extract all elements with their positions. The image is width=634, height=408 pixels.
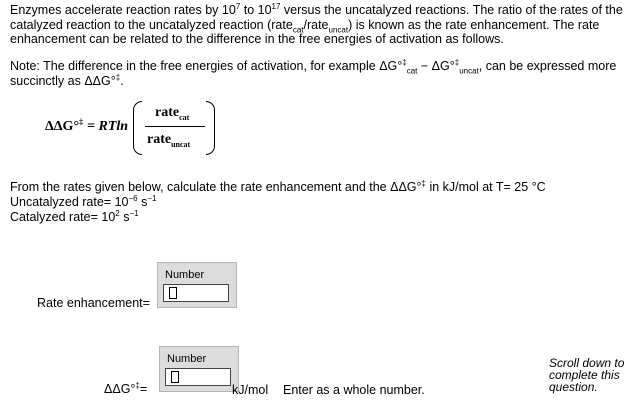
- rate-enhancement-box: [157, 262, 237, 308]
- number-label: Number: [165, 269, 205, 281]
- delta-delta-g-box: [159, 346, 239, 392]
- formula-equals-rtln: = RTln: [87, 119, 129, 134]
- catalyzed-rate: Catalyzed rate= $10^2$ $s^{-1}$: [10, 208, 139, 224]
- input-cursor-icon: [171, 371, 179, 383]
- formula-lhs: ΔΔG°‡: [45, 117, 84, 134]
- fraction-numerator: rate$_{cat}$: [155, 105, 190, 122]
- rate-enhancement-label: Rate enhancement=: [37, 296, 150, 310]
- scroll-down-note: Scroll down to complete this question.: [549, 356, 625, 394]
- input-cursor-icon: [169, 287, 177, 299]
- whole-number-hint: Enter as a whole number.: [283, 383, 425, 397]
- right-paren: [206, 101, 215, 155]
- question-text: From the rates given below, calculate the rate enhancement and the ΔΔG°‡ in kJ/mol at T= 25 °C: [10, 178, 546, 194]
- fraction-denominator: rate$_{uncat}$: [147, 132, 191, 149]
- delta-delta-g-label: ΔΔG°‡=: [104, 380, 148, 396]
- rate-enhancement-input[interactable]: [163, 284, 229, 302]
- unit-label: kJ/mol: [232, 383, 269, 397]
- note-paragraph: Note: The difference in the free energies of activation, for example $\Delta G^\circ^\ddagger_{cat} - \Delta G^\circ^\ddagger_{uncat}$, can be expressed more succinctly as ΔΔG°‡.: [10, 57, 617, 88]
- uncatalyzed-rate: Uncatalyzed rate= $10^{-6}$ $s^{-1}$: [10, 193, 157, 209]
- number-label: Number: [167, 353, 207, 365]
- left-paren: [133, 101, 142, 155]
- delta-delta-g-input[interactable]: [165, 368, 231, 386]
- fraction-bar: [145, 126, 205, 127]
- intro-paragraph: Enzymes accelerate reaction rates by $10^7$ to $10^{17}$ versus the uncatalyzed reactions. The ratio of the rates of the catalyzed reaction to the uncatalyzed reaction (rate$_{cat}$/rate$_{uncat}$) is known as the rate enhancement. The rate enhancement can be related to the difference in the free energies of activation as follows.: [10, 1, 623, 46]
